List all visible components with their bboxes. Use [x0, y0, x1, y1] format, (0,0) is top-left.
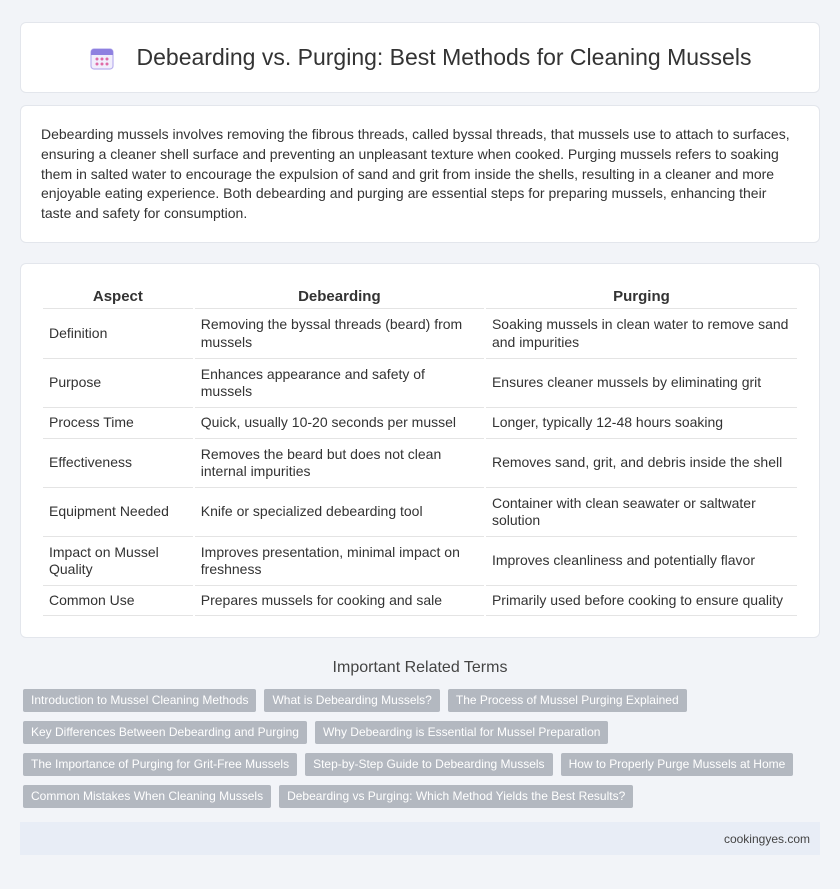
table-cell-aspect: Common Use [43, 586, 193, 616]
intro-section [20, 105, 820, 243]
related-term-tag[interactable]: Step-by-Step Guide to Debearding Mussels [305, 753, 552, 776]
table-row [43, 586, 797, 616]
table-cell-debearding: Knife or specialized debearding tool [195, 488, 484, 537]
footer-site-name: cookingyes.com [723, 831, 810, 846]
table-cell-debearding: Quick, usually 10-20 seconds per mussel [195, 408, 484, 439]
related-term-tag[interactable]: How to Properly Purge Mussels at Home [561, 753, 794, 776]
page [0, 22, 840, 855]
footer [20, 822, 820, 855]
table-cell-purging: Improves cleanliness and potentially flavor [486, 537, 797, 586]
related-terms-title: Important Related Terms [332, 659, 508, 676]
page-title: Debearding vs. Purging: Best Methods for Cleaning Mussels [136, 44, 752, 70]
related-term-tag[interactable]: The Process of Mussel Purging Explained [448, 689, 687, 712]
table-row [43, 537, 797, 586]
related-terms-list [20, 689, 820, 808]
table-cell-aspect: Purpose [43, 359, 193, 408]
related-term-tag[interactable]: Debearding vs Purging: Which Method Yields the Best Results? [279, 785, 633, 808]
comparison-table [41, 286, 799, 616]
table-cell-purging: Longer, typically 12-48 hours soaking [486, 408, 797, 439]
table-cell-aspect: Impact on Mussel Quality [43, 537, 193, 586]
table-cell-debearding: Enhances appearance and safety of mussels [195, 359, 484, 408]
table-cell-debearding: Prepares mussels for cooking and sale [195, 586, 484, 616]
header [20, 22, 820, 93]
column-header-debearding: Debearding [195, 286, 484, 309]
table-header-row [43, 286, 797, 309]
related-term-tag[interactable]: Key Differences Between Debearding and Purging [23, 721, 307, 744]
table-cell-purging: Soaking mussels in clean water to remove sand and impurities [486, 309, 797, 359]
table-cell-aspect: Equipment Needed [43, 488, 193, 537]
table-cell-purging: Ensures cleaner mussels by eliminating grit [486, 359, 797, 408]
table-cell-debearding: Improves presentation, minimal impact on freshness [195, 537, 484, 586]
table-cell-aspect: Process Time [43, 408, 193, 439]
table-cell-aspect: Effectiveness [43, 439, 193, 488]
table-cell-debearding: Removes the beard but does not clean internal impurities [195, 439, 484, 488]
table-row [43, 488, 797, 537]
related-term-tag[interactable]: The Importance of Purging for Grit-Free Mussels [23, 753, 297, 776]
related-term-tag[interactable]: What is Debearding Mussels? [264, 689, 439, 712]
related-term-tag[interactable]: Introduction to Mussel Cleaning Methods [23, 689, 256, 712]
table-row [43, 309, 797, 359]
comparison-section [20, 263, 820, 638]
intro-paragraph: Debearding mussels involves removing the fibrous threads, called byssal threads, that mussels use to attach to surfaces, ensuring a cleaner shell surface and preventing an unpleasant texture when cooked. Purging mussels refers to soaking them in salted water to encourage the expulsion of sand and grit from inside the shells, resulting in a cleaner and more enjoyable eating experience. Both debearding and purging are essential steps for preparing mussels, enhancing their taste and safety for consumption. [41, 126, 790, 222]
table-cell-purging: Container with clean seawater or saltwater solution [486, 488, 797, 537]
table-row [43, 408, 797, 439]
table-cell-debearding: Removing the byssal threads (beard) from mussels [195, 309, 484, 359]
table-row [43, 359, 797, 408]
column-header-aspect: Aspect [43, 286, 193, 309]
related-term-tag[interactable]: Why Debearding is Essential for Mussel Preparation [315, 721, 608, 744]
calendar-icon [89, 45, 115, 71]
column-header-purging: Purging [486, 286, 797, 309]
table-cell-purging: Removes sand, grit, and debris inside the shell [486, 439, 797, 488]
related-term-tag[interactable]: Common Mistakes When Cleaning Mussels [23, 785, 271, 808]
table-row [43, 439, 797, 488]
table-cell-aspect: Definition [43, 309, 193, 359]
table-cell-purging: Primarily used before cooking to ensure quality [486, 586, 797, 616]
